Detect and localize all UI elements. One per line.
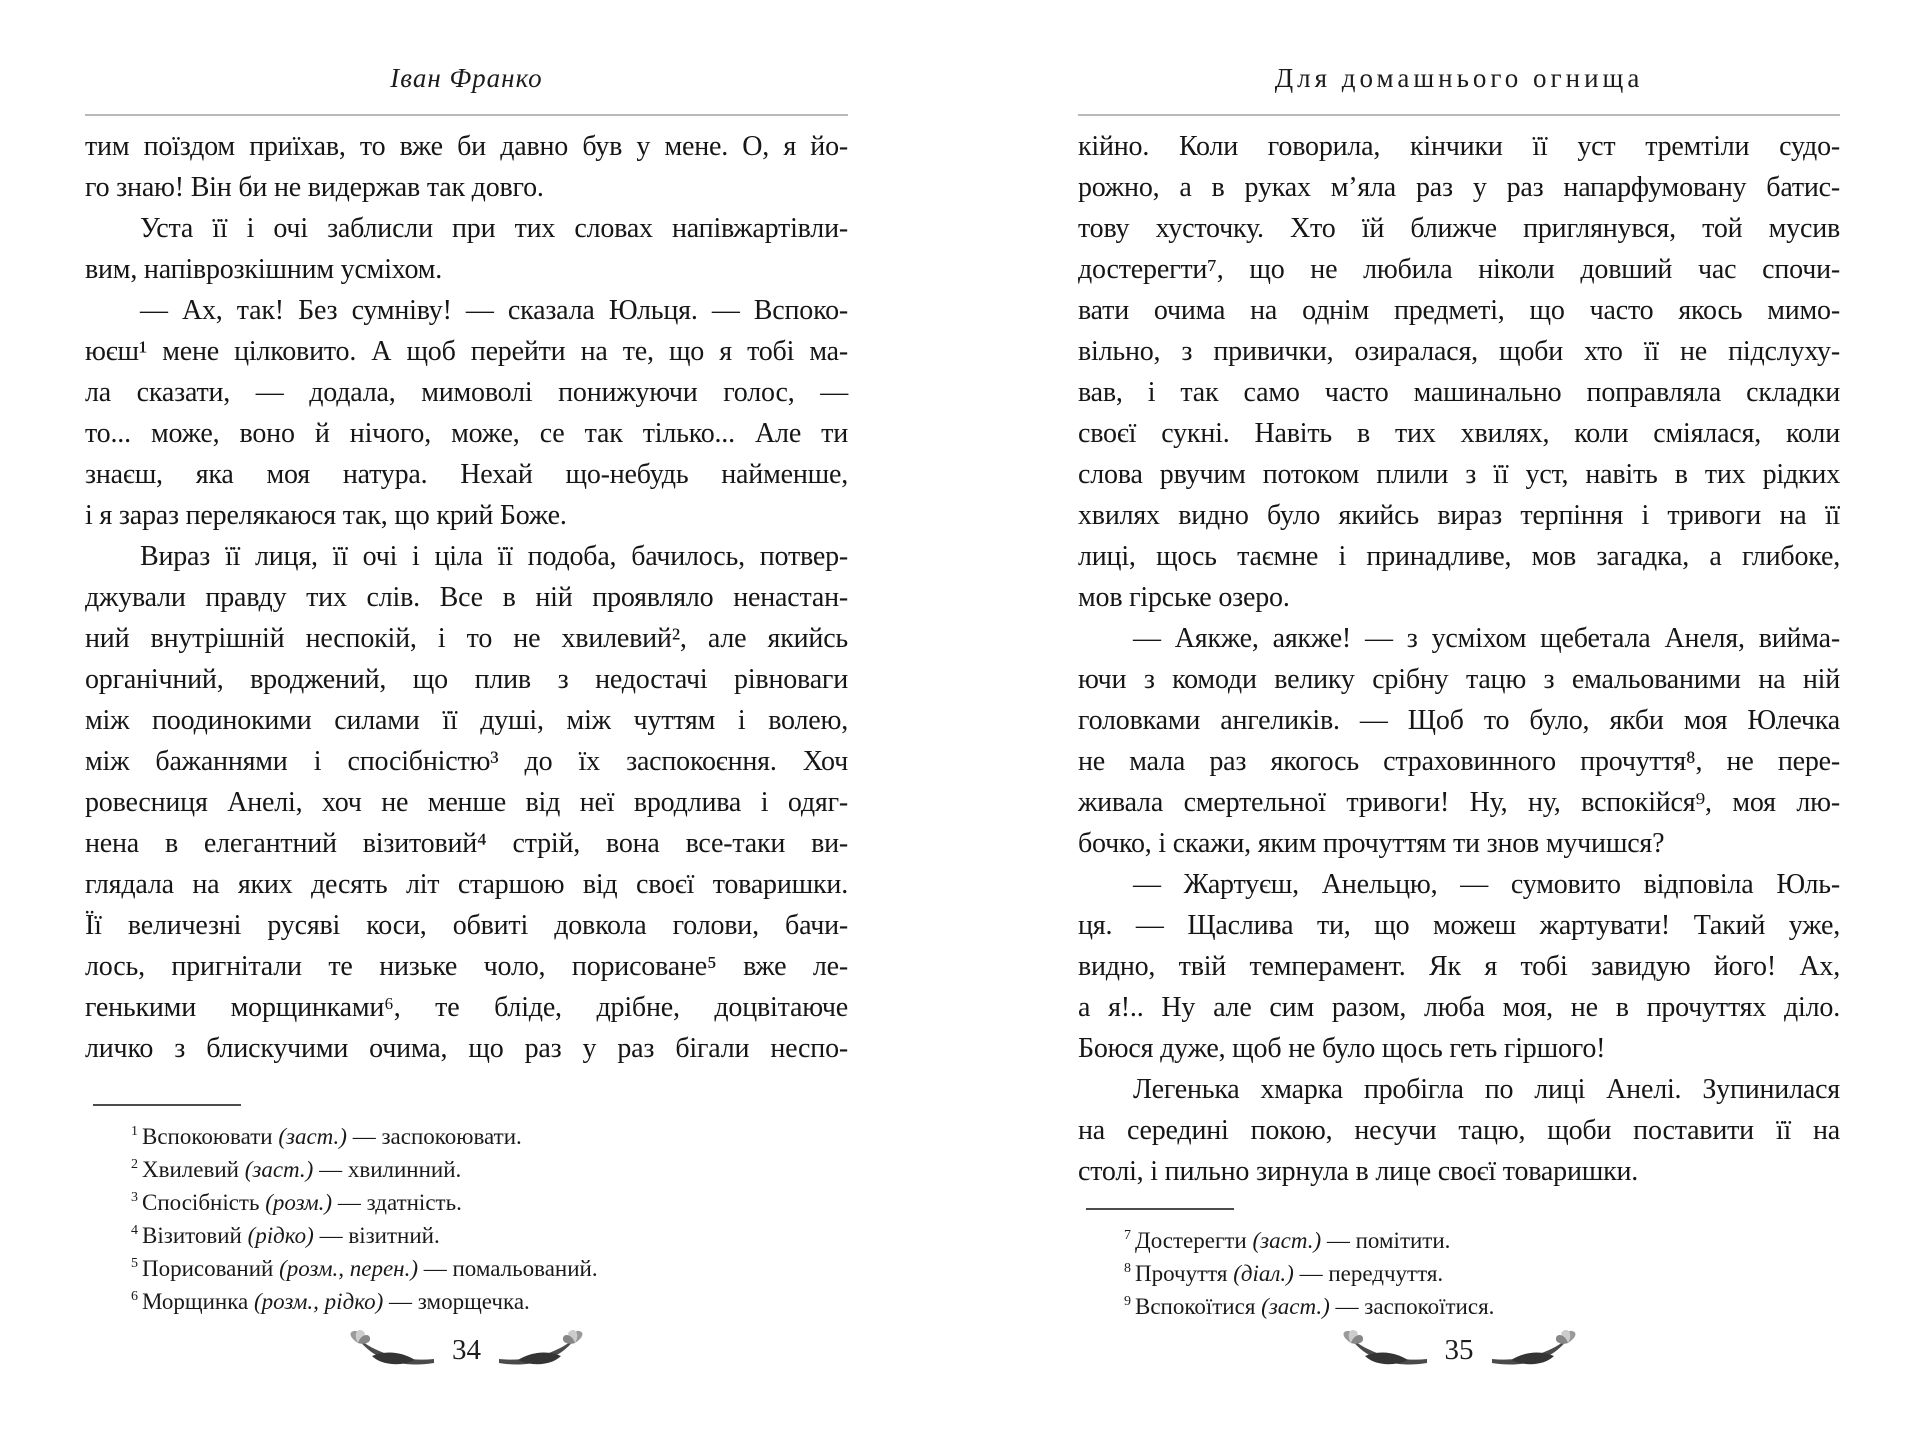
footnote-usage-mark: (діал.) xyxy=(1233,1261,1294,1286)
floral-flourish-icon xyxy=(497,1330,589,1370)
text-line: органічний, вроджений, що плив з недостачі рівноваги xyxy=(85,664,848,695)
footnote-usage-mark: (розм., перен.) xyxy=(279,1256,418,1281)
text-line: тову хусточку. Хто їй ближче приглянувся, той мусив xyxy=(1078,213,1840,244)
text-line: тим поїздом приїхав, то вже би давно був у мене. О, я йо- xyxy=(85,131,848,162)
footnote-usage-mark: (заст.) xyxy=(244,1157,314,1182)
page-right xyxy=(960,0,1920,1440)
footnote: $^7$ Достерегти (заст.) — помітити. xyxy=(1124,1228,1451,1253)
footnote: $^1$ Вспокоювати (заст.) — заспокоювати. xyxy=(131,1124,522,1149)
text-line: ючи з комоди велику срібну тацю з емальованими на ній xyxy=(1078,664,1840,695)
text-line: личко з блискучими очима, що раз у раз бігали неспо- xyxy=(85,1033,848,1064)
floral-flourish-icon xyxy=(1490,1330,1582,1370)
text-line: ла сказати, — додала, мимоволі понижуючи голос, — xyxy=(85,377,848,408)
footnote: $^3$ Спосібність (розм.) — здатність. xyxy=(131,1190,462,1215)
text-line: і я зараз перелякаюся так, що крий Боже. xyxy=(85,500,567,531)
footnote-number: 7 xyxy=(1124,1228,1131,1244)
text-line: ця. — Щаслива ти, що можеш жартувати! Такий уже, xyxy=(1078,910,1840,941)
text-line: вільно, з привички, озиралася, щоби хто її не підслуху- xyxy=(1078,336,1840,367)
footnote: $^9$ Вспокоїтися (заст.) — заспокоїтися. xyxy=(1124,1294,1495,1319)
header-rule-left xyxy=(85,114,848,116)
text-line: вав, і так само часто машинально поправляла складки xyxy=(1078,377,1840,408)
text-line: хвилях видно було якийсь вираз терпіння і тривоги на її xyxy=(1078,500,1840,531)
text-line: ровесниця Анелі, хоч не менше від неї вродлива і одяг- xyxy=(85,787,848,818)
footnote-number: 6 xyxy=(131,1289,138,1305)
footnote-number: 3 xyxy=(131,1190,138,1206)
floral-flourish-icon xyxy=(1337,1330,1429,1370)
header-rule-right xyxy=(1078,114,1840,116)
footnote-number: 4 xyxy=(131,1223,138,1239)
text-line: видно, твій темперамент. Як я тобі завидую його! Ах, xyxy=(1078,951,1840,982)
text-line: не мала раз якогось страховинного прочуття⁸, не пере- xyxy=(1078,746,1840,777)
footnote: $^8$ Прочуття (діал.) — передчуття. xyxy=(1124,1261,1444,1286)
footnote-number: 5 xyxy=(131,1256,138,1272)
text-line: між бажаннями і спосібністю³ до їх заспокоєння. Хоч xyxy=(85,746,848,777)
text-line: глядала на яких десять літ старшою від своєї товаришки. xyxy=(85,869,848,900)
footnote-separator-left xyxy=(93,1104,241,1106)
text-line: нена в елегантний візитовий⁴ стрій, вона все-таки ви- xyxy=(85,828,848,859)
text-line: кійно. Коли говорила, кінчики її уст тремтіли судо- xyxy=(1078,131,1840,162)
floral-flourish-icon xyxy=(344,1330,436,1370)
text-line: — Аякже, аякже! — з усміхом щебетала Анеля, вийма- xyxy=(1133,623,1840,654)
text-line: — Ах, так! Без сумніву! — сказала Юльця. — Вспоко- xyxy=(140,295,848,326)
footnote: $^4$ Візитовий (рідко) — візитний. xyxy=(131,1223,440,1248)
text-line: Уста її і очі заблисли при тих словах напівжартівли- xyxy=(140,213,848,244)
text-line: юєш¹ мене цілковито. А щоб перейти на те, що я тобі ма- xyxy=(85,336,848,367)
body-text-right xyxy=(1078,126,1840,1192)
text-line: столі, і пильно зирнула в лице своєї товаришки. xyxy=(1078,1156,1639,1187)
page-number-row-right xyxy=(1078,1328,1840,1372)
text-line: ний внутрішній неспокій, і то не хвилевий², але якийсь xyxy=(85,623,848,654)
text-line: мов гірське озеро. xyxy=(1078,582,1290,613)
footnotes-left xyxy=(85,1120,848,1318)
footnote: $^6$ Морщинка (розм., рідко) — зморщечка. xyxy=(131,1289,530,1314)
footnote-number: 8 xyxy=(1124,1261,1131,1277)
footnote-usage-mark: (заст.) xyxy=(278,1124,347,1149)
footnotes-right xyxy=(1078,1224,1840,1323)
text-line: Легенька хмарка пробігла по лиці Анелі. Зупинилася xyxy=(1133,1074,1840,1105)
text-line: а я!.. Ну але сим разом, люба моя, не в прочуттях діло. xyxy=(1078,992,1840,1023)
text-line: вати очима на однім предметі, що часто якось мимо- xyxy=(1078,295,1840,326)
text-line: живала смертельної тривоги! Ну, ну, вспокійся⁹, моя лю- xyxy=(1078,787,1840,818)
footnote-usage-mark: (заст.) xyxy=(1261,1294,1330,1319)
text-line: лиці, щось таємне і принадливе, мов загадка, а глибоке, xyxy=(1078,541,1840,572)
footnote: $^2$ Хвилевий (заст.) — хвилинний. xyxy=(131,1157,462,1182)
footnote-usage-mark: (рідко) xyxy=(247,1223,314,1248)
text-line: вим, напіврозкішним усміхом. xyxy=(85,254,443,285)
text-line: головками ангеликів. — Щоб то було, якби моя Юлечка xyxy=(1078,705,1840,736)
footnote-number: 1 xyxy=(131,1124,138,1140)
page-number-left: 34 xyxy=(452,1334,481,1366)
text-line: бочко, і скажи, яким прочуттям ти знов мучишся? xyxy=(1078,828,1665,859)
footnote-number: 9 xyxy=(1124,1294,1131,1310)
footnote: $^5$ Порисований (розм., перен.) — помальований. xyxy=(131,1256,598,1281)
text-line: го знаю! Він би не видержав так довго. xyxy=(85,172,544,203)
body-text-left xyxy=(85,126,848,1069)
text-line: Її величезні русяві коси, обвиті довкола голови, бачи- xyxy=(85,910,848,941)
text-line: генькими морщинками⁶, те бліде, дрібне, доцвітаюче xyxy=(85,992,848,1023)
text-line: рожно, а в руках м’яла раз у раз напарфумовану батис- xyxy=(1078,172,1840,203)
text-line: Боюся дуже, щоб не було щось геть гіршого! xyxy=(1078,1033,1606,1064)
page-number-right: 35 xyxy=(1444,1334,1474,1366)
text-line: — Жартуєш, Анельцю, — сумовито відповіла Юль- xyxy=(1133,869,1840,900)
text-line: своєї сукні. Навіть в тих хвилях, коли сміялася, коли xyxy=(1078,418,1840,449)
text-line: між поодинокими силами її душі, між чуттям і волею, xyxy=(85,705,848,736)
text-line: на середині покою, несучи тацю, щоби поставити її на xyxy=(1078,1115,1840,1146)
text-line: достерегти⁷, що не любила ніколи довший час спочи- xyxy=(1078,254,1840,285)
page-number-row-left xyxy=(85,1328,848,1372)
running-header-author: Іван Франко xyxy=(390,63,543,93)
footnote-separator-right xyxy=(1086,1208,1234,1210)
running-header-book-title: Для домашнього огнища xyxy=(1274,63,1644,93)
text-line: знаєш, яка моя натура. Нехай що-небудь найменше, xyxy=(85,459,848,490)
text-line: слова рвучим потоком плили з її уст, навіть в тих рідких xyxy=(1078,459,1840,490)
text-line: то... може, воно й нічого, може, се так тілько... Але ти xyxy=(85,418,848,449)
footnote-number: 2 xyxy=(131,1157,138,1173)
footnote-usage-mark: (розм., рідко) xyxy=(254,1289,384,1314)
text-line: Вираз її лиця, її очі і ціла її подоба, бачилось, потвер- xyxy=(140,541,848,572)
footnote-usage-mark: (розм.) xyxy=(265,1190,333,1215)
text-line: лось, пригнітали те низьке чоло, порисоване⁵ вже ле- xyxy=(85,951,848,982)
text-line: джували правду тих слів. Все в ній проявляло ненастан- xyxy=(85,582,848,613)
footnote-usage-mark: (заст.) xyxy=(1252,1228,1322,1253)
